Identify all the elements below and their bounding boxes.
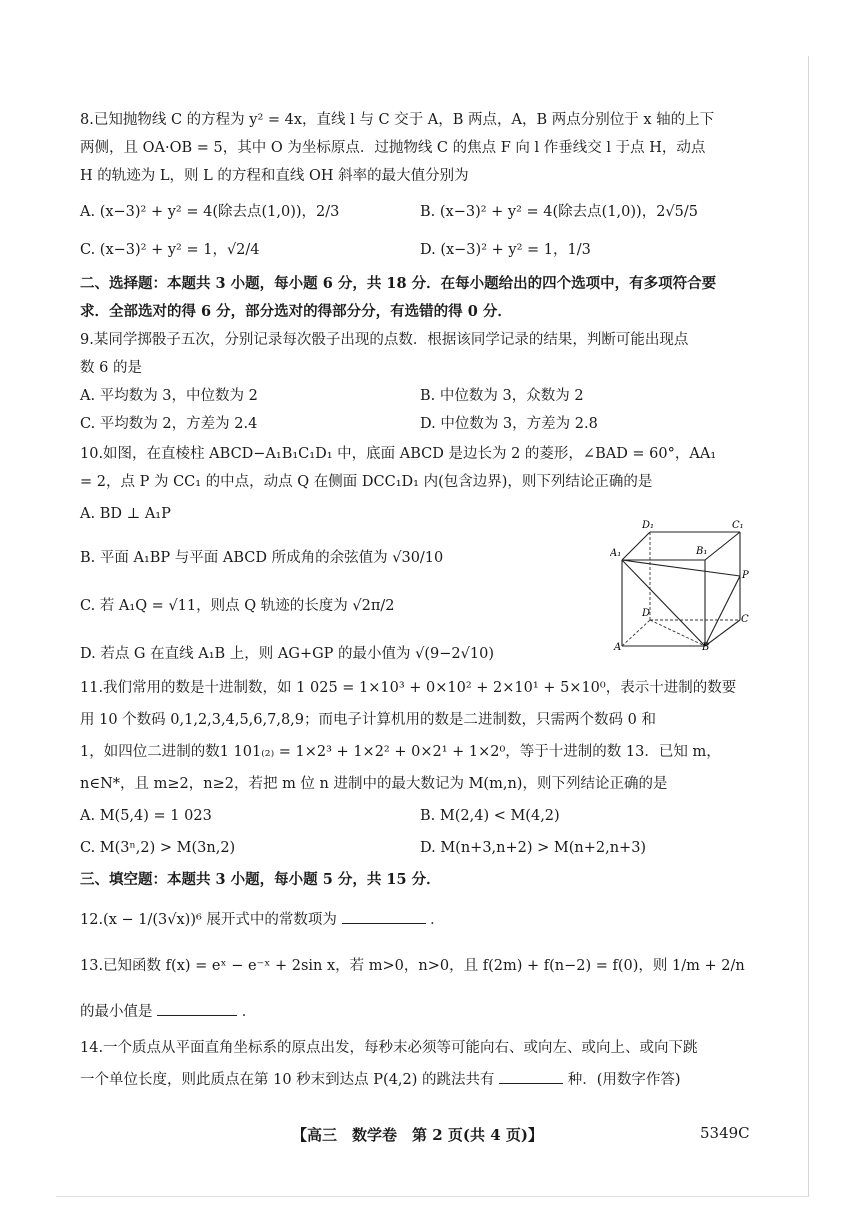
label-b: B: [702, 642, 710, 652]
q11-line-4: n∈N*，且 m≥2，n≥2，若把 m 位 n 进制中的最大数记为 M(m,n)，则下列结论正确的是: [80, 776, 668, 792]
q9-option-a: A. 平均数为 3，中位数为 2: [80, 388, 258, 404]
question-9: [80, 326, 760, 438]
q12-end: ．: [430, 912, 445, 928]
q14-line-1: 14.一个质点从平面直角坐标系的原点出发，每秒末必须等可能向右、或向左、或向上、或向下跳: [80, 1040, 698, 1056]
q8-option-d: D. (x−3)² + y² = 1，1/3: [420, 242, 591, 258]
label-c: C: [741, 614, 749, 625]
q11-option-a: A. M(5,4) = 1 023: [80, 808, 212, 824]
q14-line-2: [80, 1066, 760, 1094]
question-14: [80, 1034, 760, 1094]
q14-answer-blank: [499, 1069, 563, 1084]
label-p: P: [742, 570, 749, 581]
q10-option-c: C. 若 A₁Q = √11，则点 Q 轨迹的长度为 √2π/2: [80, 598, 395, 614]
section-2-line-1: 二、选择题：本题共 3 小题，每小题 6 分，共 18 分．在每小题给出的四个选项中，有多项符合要: [80, 275, 717, 292]
q10-option-a: A. BD ⊥ A₁P: [80, 506, 171, 522]
q11-line-1: 11.我们常用的数是十进制数，如 1 025 = 1×10³ + 0×10² + 2×10¹ + 5×10⁰，表示十进制的数要: [80, 680, 737, 696]
question-12: [80, 906, 760, 934]
q11-option-c: C. M(3ⁿ,2) > M(3n,2): [80, 840, 236, 856]
section-2-line-2: 求．全部选对的得 6 分，部分选对的得部分分，有选错的得 0 分．: [80, 303, 512, 320]
q8-line-1: 8.已知抛物线 C 的方程为 y² = 4x，直线 l 与 C 交于 A，B 两点，A，B 两点分别位于 x 轴的上下: [80, 112, 715, 128]
q11-line-2: 用 10 个数码 0,1,2,3,4,5,6,7,8,9；而电子计算机用的数是二进制数，只需两个数码 0 和: [80, 712, 656, 728]
q13-line-1: 13.已知函数 f(x) = eˣ − e⁻ˣ + 2sin x，若 m>0，n>0，且 f(2m) + f(n−2) = f(0)，则 1/m + 2/n: [80, 958, 745, 974]
label-d: D: [642, 608, 651, 619]
q8-option-a: A. (x−3)² + y² = 4(除去点(1,0))，2/3: [80, 204, 340, 220]
q11-option-b: B. M(2,4) < M(4,2): [420, 808, 560, 824]
q9-line-1: 9.某同学掷骰子五次，分别记录每次骰子出现的点数．根据该同学记录的结果，判断可能出现点: [80, 332, 689, 348]
q12-text: 12.(x − 1/(3√x))⁶ 展开式中的常数项为: [80, 912, 337, 928]
q14-line-2b: 种．(用数字作答): [567, 1072, 681, 1088]
q8-option-b: B. (x−3)² + y² = 4(除去点(1,0))，2√5/5: [420, 204, 699, 220]
q8-line-2: 两侧，且 OA·OB = 5，其中 O 为坐标原点．过抛物线 C 的焦点 F 向 l 作垂线交 l 于点 H，动点: [80, 140, 706, 156]
footer-code: 5349C: [700, 1124, 750, 1142]
q9-option-d: D. 中位数为 3，方差为 2.8: [420, 416, 598, 432]
section-2-heading: [80, 270, 760, 326]
q11-option-d: D. M(n+3,n+2) > M(n+2,n+3): [420, 840, 647, 856]
label-a: A: [614, 642, 622, 652]
q8-option-c: C. (x−3)² + y² = 1，√2/4: [80, 242, 260, 258]
q10-option-b: B. 平面 A₁BP 与平面 ABCD 所成角的余弦值为 √30/10: [80, 550, 444, 566]
q9-option-c: C. 平均数为 2，方差为 2.4: [80, 416, 258, 432]
q10-option-d: D. 若点 G 在直线 A₁B 上，则 AG+GP 的最小值为 √(9−2√10): [80, 646, 494, 662]
q10-line-1: 10.如图，在直棱柱 ABCD−A₁B₁C₁D₁ 中，底面 ABCD 是边长为 2 的菱形，∠BAD = 60°，AA₁: [80, 446, 717, 462]
label-d1: D₁: [642, 520, 655, 531]
label-b1: B₁: [696, 546, 708, 557]
q13-end: ．: [241, 1004, 257, 1020]
q9-line-2: 数 6 的是: [80, 360, 142, 376]
question-11: [80, 674, 760, 862]
label-c1: C₁: [732, 520, 744, 531]
q13-answer-blank: [157, 1001, 237, 1016]
prism-figure: [610, 516, 750, 652]
footer-page-info: 【高三 数学卷 第 2 页(共 4 页)】: [292, 1126, 543, 1144]
section-3-heading: 三、填空题：本题共 3 小题，每小题 5 分，共 15 分．: [80, 871, 441, 888]
question-8: [80, 106, 760, 264]
q9-option-b: B. 中位数为 3，众数为 2: [420, 388, 584, 404]
q13-line-2: [80, 998, 760, 1026]
label-a1: A₁: [610, 548, 622, 559]
q12-answer-blank: [342, 909, 426, 924]
question-13: [80, 952, 760, 1026]
q14-line-2a: 一个单位长度，则此质点在第 10 秒末到达点 P(4,2) 的跳法共有: [80, 1072, 495, 1088]
q11-line-3: 1，如四位二进制的数1 101₍₂₎ = 1×2³ + 1×2² + 0×2¹ + 1×2⁰，等于十进制的数 13．已知 m，: [80, 744, 721, 760]
q8-line-3: H 的轨迹为 L，则 L 的方程和直线 OH 斜率的最大值分别为: [80, 168, 469, 184]
q13-line-2-text: 的最小值是: [80, 1004, 153, 1020]
q10-line-2: = 2，点 P 为 CC₁ 的中点，动点 Q 在侧面 DCC₁D₁ 内(包含边界)，则下列结论正确的是: [80, 474, 653, 490]
